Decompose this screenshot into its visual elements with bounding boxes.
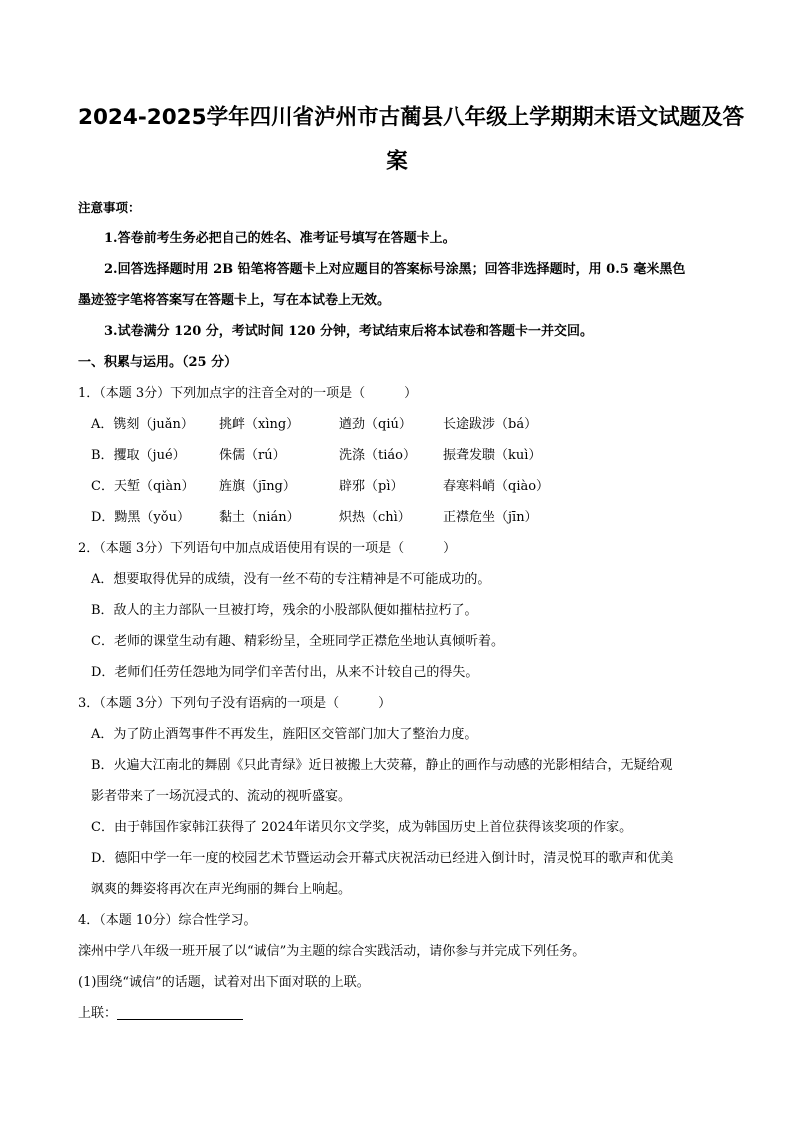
option-part: 振聋发聩（kuì）: [443, 448, 542, 463]
option-part: 春寒料峭（qiào）: [443, 479, 550, 494]
option-part: 洗涤（tiáo）: [339, 448, 416, 463]
question-3-option-b-line-2: 影者带来了一场沉浸式的、流动的视听盛宴。: [91, 789, 352, 804]
question-3-stem: 3．（本题 3分）下列句子没有语病的一项是（ ）: [78, 696, 392, 711]
question-2-option-d: D．老师们任劳任怨地为同学们辛苦付出，从来不计较自己的得失。: [91, 665, 479, 680]
document-title-line-1: 2024-2025学年四川省泸州市古蔺县八年级上学期期末语文试题及答: [78, 105, 745, 130]
question-3-option-d-line-1: D．德阳中学一年一度的校园艺术节暨运动会开幕式庆祝活动已经进入倒计时，清灵悦耳的歌声和优美: [91, 851, 674, 866]
option-part: C．天堑（qiàn）: [91, 479, 195, 494]
notice-item-2a: 2.回答选择题时用 2B 铅笔将答题卡上对应题目的答案标号涂黑；回答非选择题时，用 0.5 毫米黑色: [104, 262, 686, 277]
answer-blank[interactable]: [117, 1005, 243, 1020]
option-part: 侏儒（rú）: [219, 448, 286, 463]
document-title-line-2: 案: [386, 149, 408, 174]
question-2-option-b: B．敌人的主力部队一旦被打垮，残余的小股部队便如摧枯拉朽了。: [91, 603, 478, 618]
question-3-option-d-line-2: 飒爽的舞姿将再次在声光绚丽的舞台上响起。: [91, 882, 352, 897]
question-3-option-a: A．为了防止酒驾事件不再发生，旌阳区交管部门加大了整治力度。: [91, 727, 478, 742]
option-part: 旌旗（jīng）: [219, 479, 296, 494]
question-3-option-b-line-1: B．火遍大江南北的舞剧《只此青绿》近日被搬上大荧幕，静止的画作与动感的光影相结合，无疑给观: [91, 758, 673, 773]
option-part: 遒劲（qiú）: [339, 417, 412, 432]
question-3-option-c: C．由于韩国作家韩江获得了 2024年诺贝尔文学奖，成为韩国历史上首位获得该奖项的作家。: [91, 820, 633, 835]
question-1-option-d: [78, 502, 716, 533]
question-2-option-c: C．老师的课堂生动有趣、精彩纷呈，全班同学正襟危坐地认真倾听着。: [91, 634, 504, 649]
notice-item-2b: 墨迹签字笔将答案写在答题卡上，写在本试卷上无效。: [78, 293, 391, 308]
question-4-task-1: (1)围绕“诚信”的话题，试着对出下面对联的上联。: [78, 975, 370, 990]
question-2-stem: 2．（本题 3分）下列语句中加点成语使用有误的一项是（ ）: [78, 541, 457, 556]
option-part: 长途跋涉（bá）: [443, 417, 538, 432]
notice-item-1: 1.答卷前考生务必把自己的姓名、准考证号填写在答题卡上。: [104, 231, 456, 246]
notice-item-3: 3.试卷满分 120 分，考试时间 120 分钟，考试结束后将本试卷和答题卡一并交回。: [104, 324, 593, 339]
option-part: A．镌刻（juǎn）: [91, 417, 194, 432]
question-4-intro: 滦州中学八年级一班开展了以“诚信”为主题的综合实践活动，请你参与并完成下列任务。: [78, 944, 586, 959]
question-1-stem: 1．（本题 3分）下列加点字的注音全对的一项是（ ）: [78, 386, 418, 401]
option-part: 辟邪（pì）: [339, 479, 404, 494]
upper-couplet-row: [78, 998, 716, 1029]
option-part: 炽热（chì）: [339, 510, 411, 525]
option-part: B．攫取（jué）: [91, 448, 186, 463]
option-part: 黏土（nián）: [219, 510, 300, 525]
option-part: 正襟危坐（jīn）: [443, 510, 538, 525]
upper-couplet-label: 上联：: [78, 1006, 118, 1021]
section-heading: 一、积累与运用。（25 分）: [78, 355, 238, 370]
question-1-option-b: [78, 440, 716, 471]
option-part: D．黝黑（yǒu）: [91, 510, 190, 525]
question-1-option-a: [78, 409, 716, 440]
question-4-stem: 4．（本题 10分）综合性学习。: [78, 913, 257, 928]
option-part: 挑衅（xìng）: [219, 417, 300, 432]
question-2-option-a: A．想要取得优异的成绩，没有一丝不苟的专注精神是不可能成功的。: [91, 572, 491, 587]
notice-heading: 注意事项：: [78, 200, 141, 215]
question-1-option-c: [78, 471, 716, 502]
